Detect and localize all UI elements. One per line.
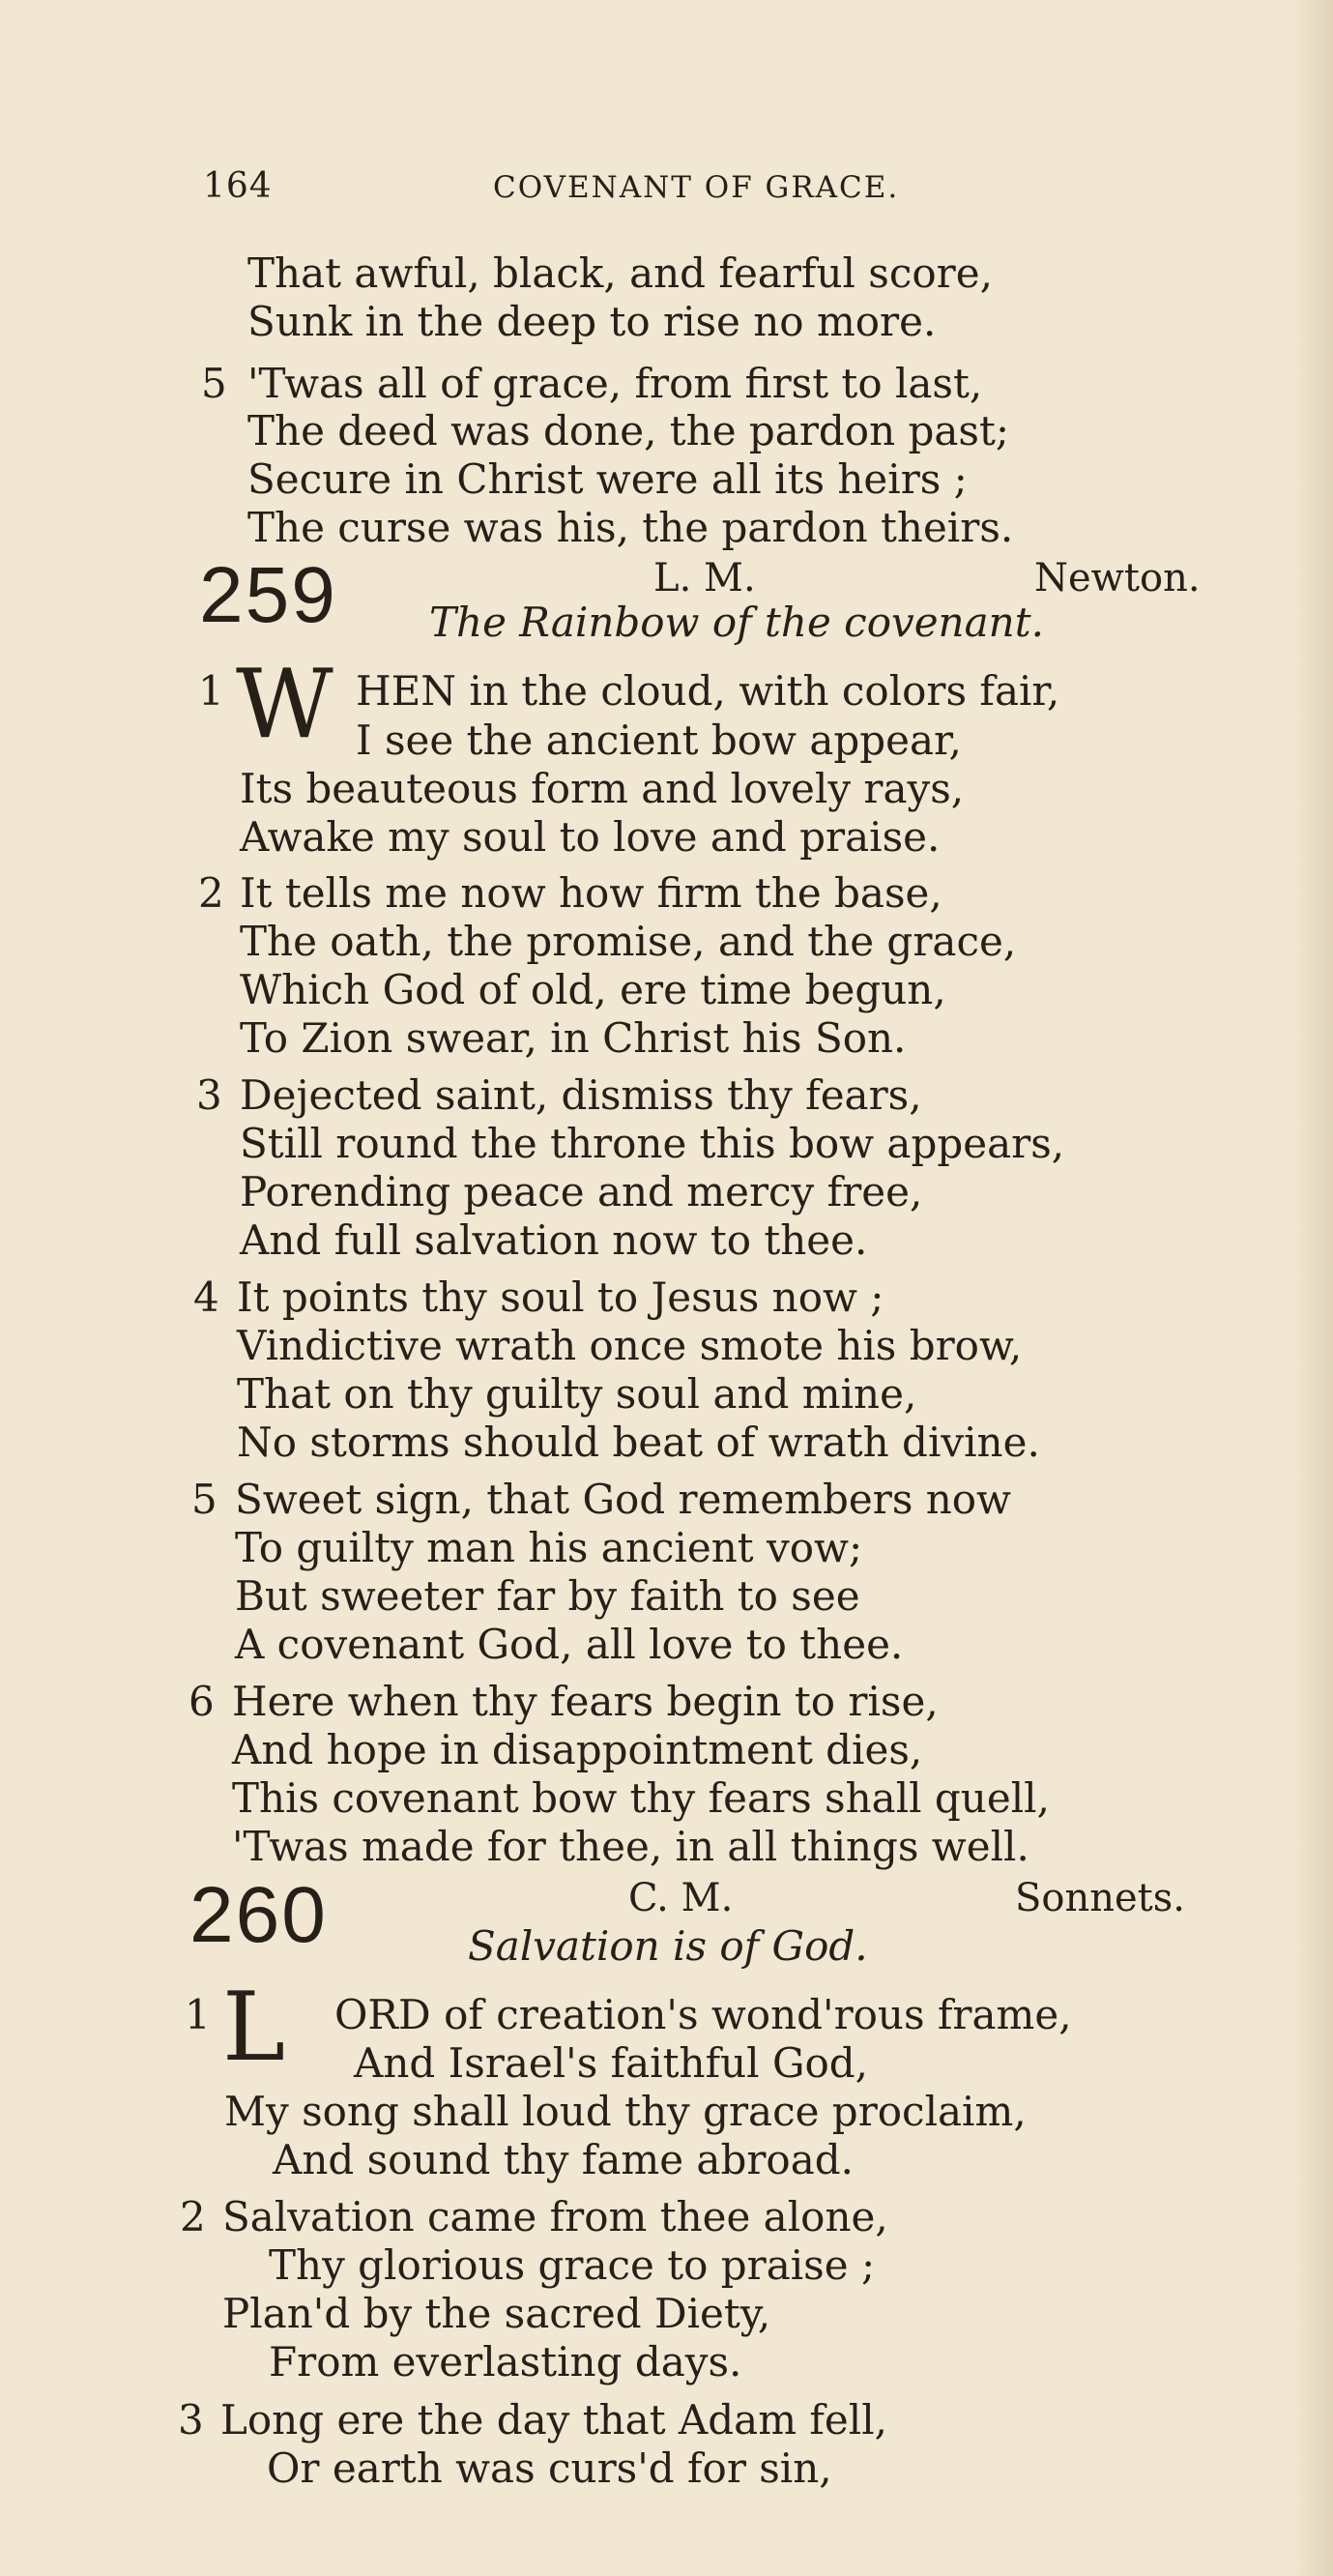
verse-line: Or earth was curs'd for sin,	[267, 2444, 832, 2492]
verse-line: Long ere the day that Adam fell,	[220, 2396, 887, 2444]
hymn-subtitle: Salvation is of God.	[468, 1922, 868, 1970]
verse-line: This covenant bow thy fears shall quell,	[232, 1774, 1050, 1822]
hymn-meter: C. M.	[628, 1876, 734, 1920]
verse-line: Awake my soul to love and praise.	[240, 813, 941, 861]
verse-line: That on thy guilty soul and mine,	[237, 1370, 917, 1418]
verse-line: But sweeter far by faith to see	[235, 1572, 860, 1620]
verse-number: 2	[198, 869, 224, 917]
verse-line: Plan'd by the sacred Diety,	[222, 2290, 771, 2337]
verse-line: Which God of old, ere time begun,	[240, 966, 946, 1013]
page-number: 164	[203, 166, 273, 206]
verse-line: ORD of creation's wond'rous frame,	[334, 1991, 1072, 2038]
verse-line: 'Twas made for thee, in all things well.	[232, 1823, 1029, 1870]
verse-number: 2	[180, 2193, 206, 2240]
verse-line: And Israel's faithful God,	[354, 2039, 869, 2087]
verse-line: To guilty man his ancient vow;	[235, 1524, 863, 1571]
verse-line: And hope in disappointment dies,	[232, 1726, 923, 1773]
verse-line: Porending peace and mercy free,	[240, 1168, 923, 1215]
verse-line: The oath, the promise, and the grace,	[240, 918, 1017, 965]
verse-line: HEN in the cloud, with colors fair,	[356, 667, 1060, 715]
drop-cap: W	[236, 650, 333, 760]
verse-line: A covenant God, all love to thee.	[235, 1621, 904, 1668]
running-title: COVENANT OF GRACE.	[493, 170, 900, 205]
hymn-number: 259	[199, 551, 337, 639]
drop-cap: L	[222, 1973, 286, 2083]
verse-number: 3	[178, 2396, 204, 2444]
verse-line: The curse was his, the pardon theirs.	[247, 504, 1014, 551]
verse-line: It tells me now how firm the base,	[240, 869, 942, 917]
page-header	[203, 166, 938, 215]
verse-number: 5	[191, 1476, 217, 1523]
verse-line: Salvation came from thee alone,	[222, 2193, 888, 2240]
hymn-tune: Sonnets.	[1015, 1876, 1185, 1920]
verse-line: Here when thy fears begin to rise,	[232, 1678, 939, 1725]
verse-line: To Zion swear, in Christ his Son.	[240, 1014, 907, 1062]
verse-line: The deed was done, the pardon past;	[247, 407, 1009, 454]
verse-line: It points thy soul to Jesus now ;	[237, 1273, 884, 1321]
verse-line: Still round the throne this bow appears,	[240, 1120, 1065, 1167]
verse-line: No storms should beat of wrath divine.	[237, 1419, 1040, 1466]
verse-line: My song shall loud thy grace proclaim,	[224, 2088, 1027, 2135]
verse-line: I see the ancient bow appear,	[356, 717, 962, 764]
hymn-meter: L. M.	[653, 556, 756, 600]
verse-line: Dejected saint, dismiss thy fears,	[240, 1071, 922, 1119]
verse-line: Its beauteous form and lovely rays,	[240, 765, 965, 812]
hymn-number: 260	[189, 1871, 328, 1959]
verse-line: That awful, black, and fearful score,	[247, 249, 993, 297]
page-edge-shadow	[1294, 0, 1333, 2576]
verse-line: 'Twas all of grace, from first to last,	[247, 360, 983, 407]
verse-number: 4	[193, 1273, 219, 1321]
verse-line: Vindictive wrath once smote his brow,	[237, 1322, 1023, 1369]
verse-line: Thy glorious grace to praise ;	[269, 2241, 876, 2289]
verse-number: 1	[185, 1991, 211, 2038]
verse-line: And sound thy fame abroad.	[273, 2136, 854, 2183]
verse-line: Sunk in the deep to rise no more.	[247, 298, 937, 345]
verse-number: 1	[198, 667, 224, 715]
verse-number: 5	[201, 360, 227, 407]
hymn-subtitle: The Rainbow of the covenant.	[429, 599, 1044, 646]
verse-line: From everlasting days.	[269, 2338, 742, 2386]
verse-line: Secure in Christ were all its heirs ;	[247, 455, 968, 503]
verse-number: 6	[188, 1678, 215, 1725]
verse-number: 3	[196, 1071, 222, 1119]
verse-line: Sweet sign, that God remembers now	[235, 1476, 1012, 1523]
hymn-tune: Newton.	[1034, 556, 1201, 600]
verse-line: And full salvation now to thee.	[240, 1216, 868, 1264]
